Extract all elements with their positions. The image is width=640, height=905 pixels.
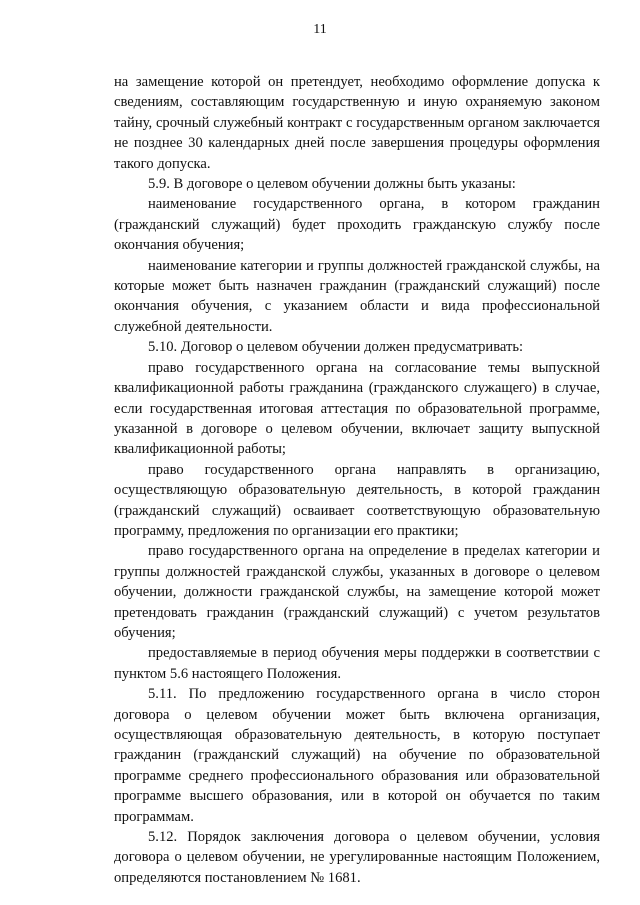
page-number: 11 [313,22,327,37]
clause-5-10-item-4: предоставляемые в период обучения меры поддержки в соответствии с пунктом 5.6 настоящего Положения. [114,645,600,682]
clause-5-11: 5.11. По предложению государственного органа в число сторон договора о целевом обучении может быть включена организация, осуществляющая образовательную деятельность, в которую поступает гражданин (гражданский служащий) на обучение по образовательной программе среднего профессионального образования или образовательной программе высшего образования, или в которой он обучается по таким программам. [114,686,600,825]
clause-5-10-heading: 5.10. Договор о целевом обучении должен предусматривать: [148,339,524,356]
clause-5-10-item-3: право государственного органа на определение в пределах категории и группы должностей гражданской службы, указанных в договоре о целевом обучении, должности гражданской службы, на замещение которой может претендовать гражданин (гражданский служащий) с учетом результатов обучения; [114,543,600,641]
clause-5-10-item-1: право государственного органа на согласование темы выпускной квалификационной работы гражданина (гражданского служащего) в случае, если государственная итоговая аттестация по образовательной программе, указанной в договоре о целевом обучении, включает защиту выпускной квалификационной работы; [114,359,600,458]
document-body [114,72,600,888]
paragraph-continuation: на замещение которой он претендует, необходимо оформление допуска к сведениям, составляющим государственную и иную охраняемую законом тайну, срочный служебный контракт с государственным органом заключается не позднее 30 календарных дней после завершения процедуры оформления такого допуска. [114,74,600,172]
clause-5-9-heading: 5.9. В договоре о целевом обучении должны быть указаны: [148,176,516,193]
clause-5-10-item-2: право государственного органа направлять в организацию, осуществляющую образовательную деятельность, в которой гражданин (гражданский служащий) осваивает соответствующую образовательную программу, предложения по организации его практики; [114,461,600,539]
clause-5-9-item-2: наименование категории и группы должностей гражданской службы, на которые может быть назначен гражданин (гражданский служащий) после окончания обучения, с указанием области и вида профессиональной служебной деятельности. [114,257,600,335]
clause-5-12: 5.12. Порядок заключения договора о целевом обучении, условия договора о целевом обучении, не урегулированные настоящим Положением, определяются постановлением № 1681. [114,829,600,886]
clause-5-9-item-1: наименование государственного органа, в котором гражданин (гражданский служащий) будет проходить гражданскую службу после окончания обучения; [114,196,600,254]
